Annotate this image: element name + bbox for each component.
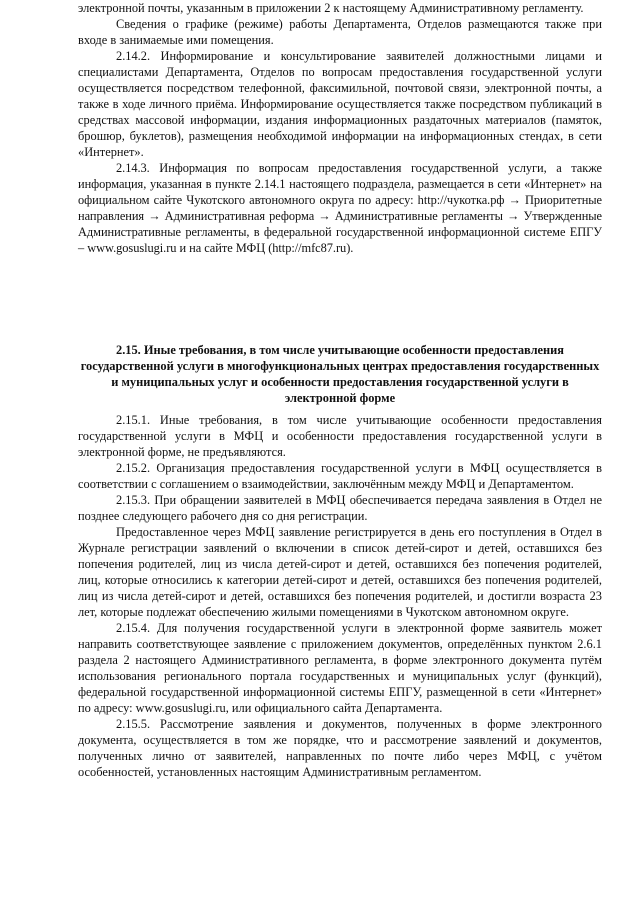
paragraph-2-14-2: 2.14.2. Информирование и консультирование заявителей должностными лицами и специалистами Департамента, Отделов по вопросам предоставления государственной услуги осуществляется посредством телефонной, факсимильной, почтовой связи, электронной почты, а также в ходе личного приёма. Информирование осуществляется также посредством публикаций в средствах массовой информации, издания информационных раздаточных материалов (памяток, брошюр, буклетов), размещения необходимой информации на информационных стендах, в сети «Интернет».	[78, 49, 602, 159]
section-heading-2-15: 2.15. Иные требования, в том числе учитывающие особенности предоставления государственной услуги в многофункциональных центрах предоставления государственных и муниципальных услуг и особенности предоставления государственной услуги в электронной форме	[80, 343, 600, 405]
paragraph-2-15-4: 2.15.4. Для получения государственной услуги в электронной форме заявитель может направить соответствующее заявление с приложением документов, определённых пунктом 2.6.1 раздела 2 настоящего Административного регламента, в форме электронного документа путём использования регионального портала государственных и муниципальных услуг (функций), федеральной государственной информационной системы ЕПГУ, размещенной в сети «Интернет» по адресу: www.gosuslugi.ru, или официального сайта Департамента.	[78, 621, 602, 715]
paragraph-schedule-info: Сведения о графике (режиме) работы Департамента, Отделов размещаются также при входе в занимаемые ими помещения.	[78, 17, 602, 47]
paragraph-2-14-3: 2.14.3. Информация по вопросам предоставления государственной услуги, а также информация, указанная в пункте 2.14.1 настоящего подраздела, размещается в сети «Интернет» на официальном сайте Чукотского автономного округа по адресу: http://чукотка.рф → Приоритетные направления → Административная реформа → Административные регламенты → Утвержденные Административные регламенты, в федеральной государственной информационной системе ЕПГУ – www.gosuslugi.ru и на сайте МФЦ (http://mfc87.ru).	[78, 161, 602, 255]
paragraph-continuation: электронной почты, указанным в приложении 2 к настоящему Административному регламенту.	[78, 1, 584, 15]
paragraph-2-15-1: 2.15.1. Иные требования, в том числе учитывающие особенности предоставления государственной услуги в МФЦ и особенности предоставления государственной услуги в электронной форме, не предъявляются.	[78, 413, 602, 459]
paragraph-2-15-5: 2.15.5. Рассмотрение заявления и документов, полученных в форме электронного документа, осуществляется в том же порядке, что и рассмотрение заявлений и документов, полученных лично от заявителей, направленных по почте либо через МФЦ, с учётом особенностей, установленных настоящим Административным регламентом.	[78, 717, 602, 779]
paragraph-2-15-3: 2.15.3. При обращении заявителей в МФЦ обеспечивается передача заявления в Отдел не позднее следующего рабочего дня со дня регистрации.	[78, 493, 602, 523]
top-text-block	[78, 0, 602, 256]
paragraph-2-15-2: 2.15.2. Организация предоставления государственной услуги в МФЦ осуществляется в соответствии с соглашением о взаимодействии, заключённым между МФЦ и Департаментом.	[78, 461, 602, 491]
bottom-text-block	[78, 412, 602, 780]
paragraph-mfc-registration: Предоставленное через МФЦ заявление регистрируется в день его поступления в Отдел в Журнале регистрации заявлений о включении в список детей-сирот и детей, оставшихся без попечения родителей, лиц из числа детей-сирот и детей, оставшихся без попечения родителей, лиц, которые относились к категории детей-сирот и детей, оставшихся без попечения родителей, лиц из числа детей-сирот и детей, оставшихся без попечения родителей, и достигли возраста 23 лет, которые подлежат обеспечению жилыми помещениями в Чукотском автономном округе.	[78, 525, 602, 619]
